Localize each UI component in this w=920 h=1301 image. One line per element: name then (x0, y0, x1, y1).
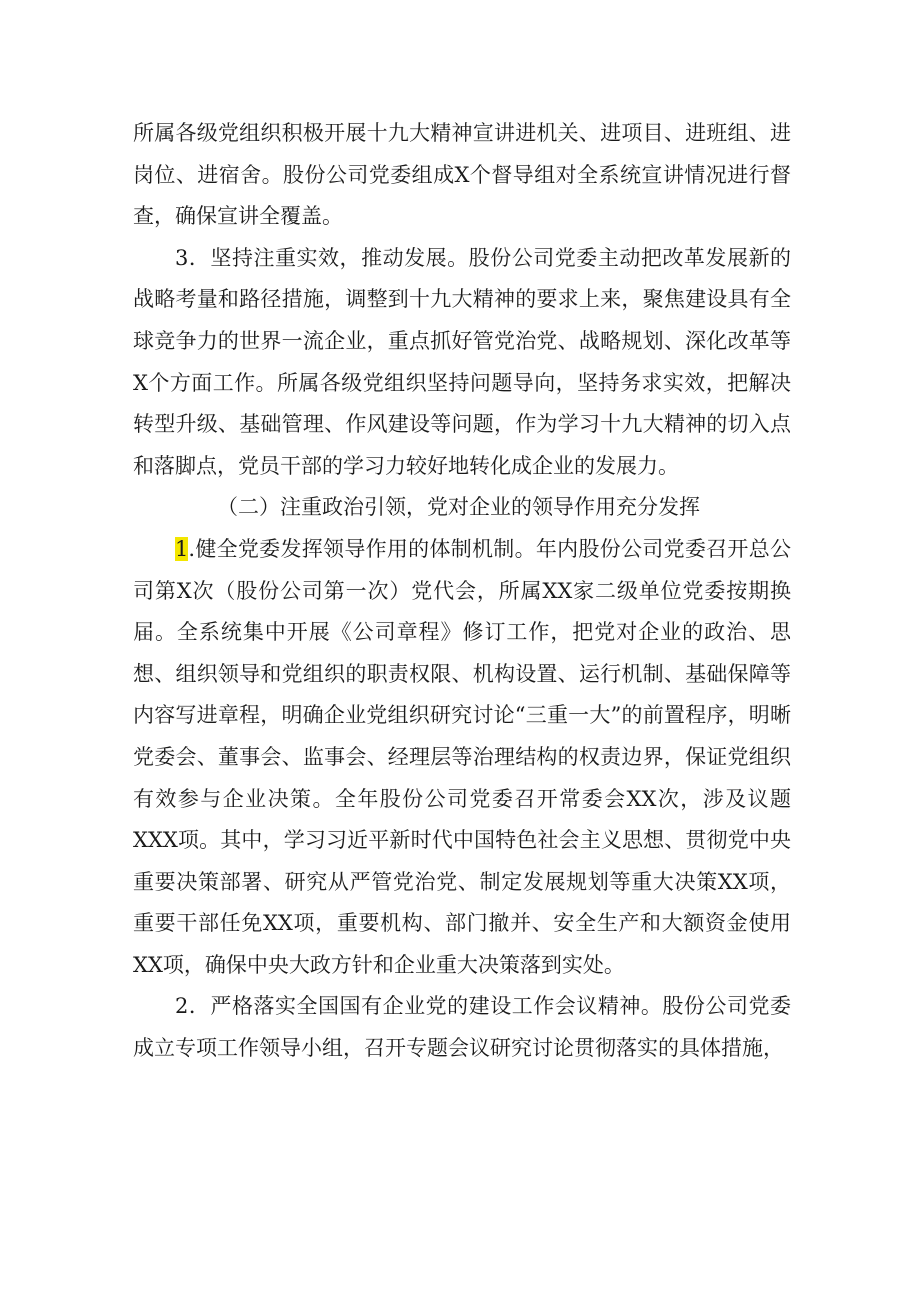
paragraph-text: ．坚持注重实效，推动发展。股份公司党委主动把改革发展新的战略考量和路径措施，调整到十九大精神的要求上来，聚焦建设具有全球竞争力的世界一流企业，重点抓好管党治党、战略规划、深化改革等X个方面工作。所属各级党组织坚持问题导向，坚持务求实效，把解决转型升级、基础管理、作风建设等问题，作为学习十九大精神的切入点和落脚点，党员干部的学习力较好地转化成企业的发展力。 (133, 245, 791, 478)
item-number: 2 (175, 994, 189, 1019)
highlighted-item-number: 1 (175, 536, 189, 561)
paragraph-text: ．严格落实全国国有企业党的建设工作会议精神。股份公司党委成立专项工作领导小组，召开专题会议研究讨论贯彻落实的具体措施， (133, 994, 791, 1061)
section-heading (133, 487, 791, 529)
paragraph-text: .健全党委发挥领导作用的体制机制。年内股份公司党委召开总公司第X次（股份公司第一次）党代会，所属XX家二级单位党委按期换届。全系统集中开展《公司章程》修订工作，把党对企业的政治、思想、组织领导和党组织的职责权限、机构设置、运行机制、基础保障等内容写进章程，明确企业党组织研究讨论“三重一大”的前置程序，明晰党委会、董事会、监事会、经理层等治理结构的权责边界，保证党组织有效参与企业决策。全年股份公司党委召开常委会XX次，涉及议题XXX项。其中，学习习近平新时代中国特色社会主义思想、贯彻党中央重要决策部署、研究从严管党治党、制定发展规划等重大决策XX项，重要干部任免XX项，重要机构、部门撤并、安全生产和大额资金使用XX项，确保中央大政方针和企业重大决策落到实处。 (133, 536, 791, 977)
heading-text: （二）注重政治引领，党对企业的领导作用充分发挥 (217, 495, 700, 520)
paragraph-item-1 (133, 529, 791, 987)
document-body (133, 113, 791, 1070)
paragraph-item-3 (133, 238, 791, 488)
paragraph-item-2 (133, 986, 791, 1069)
item-number: 3 (175, 245, 189, 270)
paragraph-continuation (133, 113, 791, 238)
paragraph-text: 所属各级党组织积极开展十九大精神宣讲进机关、进项目、进班组、进岗位、进宿舍。股份公司党委组成X个督导组对全系统宣讲情况进行督查，确保宣讲全覆盖。 (133, 121, 791, 229)
